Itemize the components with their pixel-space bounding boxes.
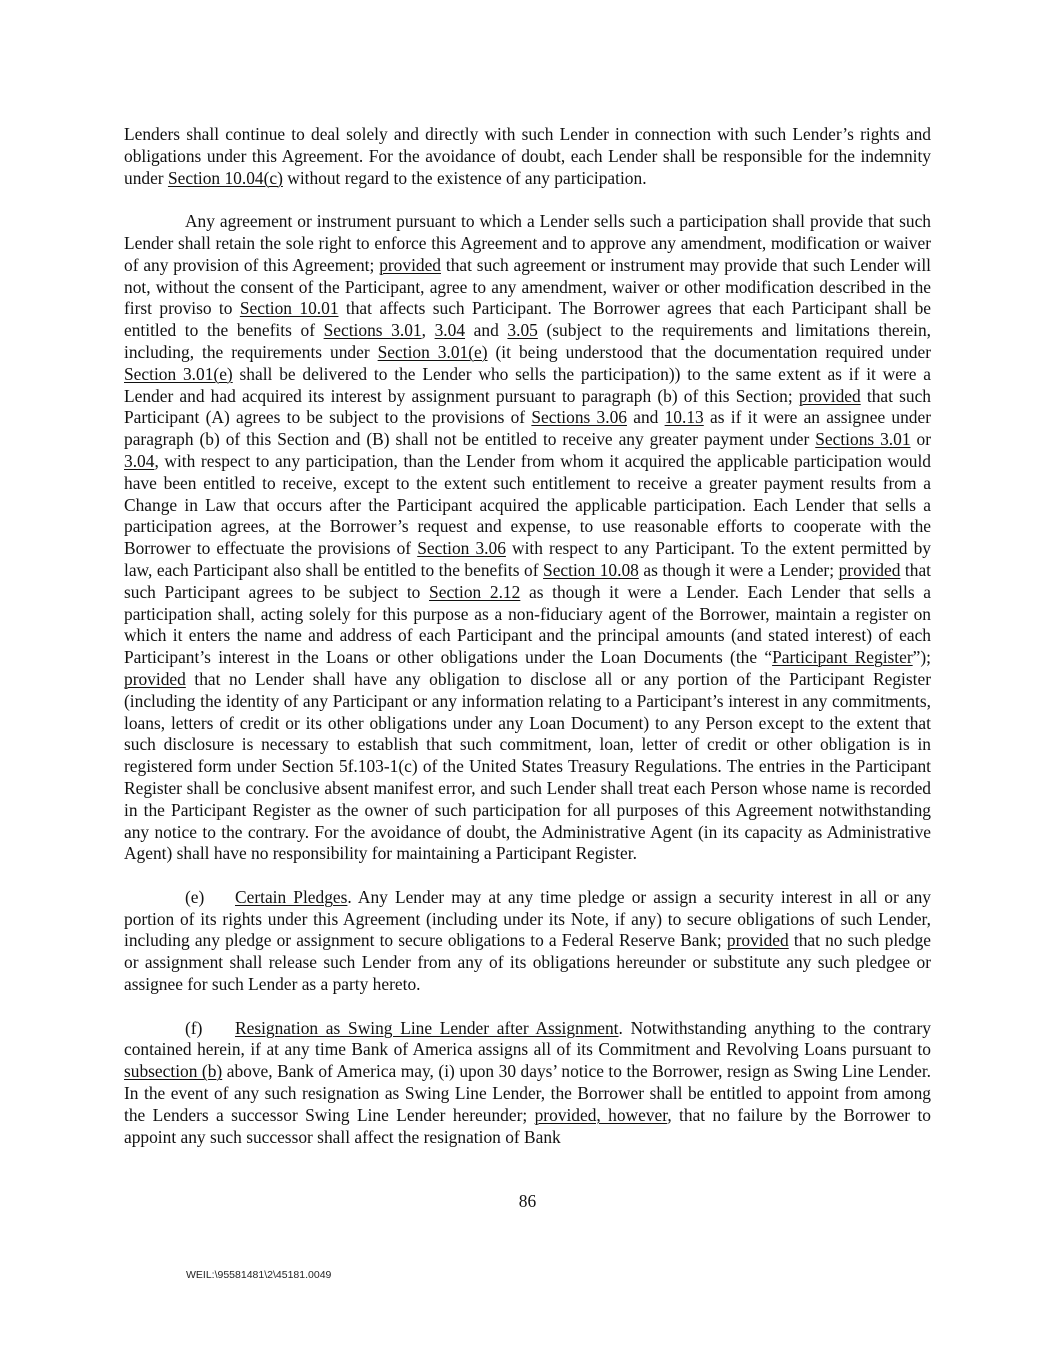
- paragraph-swing-line-resignation: (f) Resignation as Swing Line Lender after Assignment. Notwithstanding anything to the contrary contained herein, if at any time Bank of America assigns all of its Commitment and Revolving Loans pursuant to subsection (b) above, Bank of America may, (i) upon 30 days’ notice to the Borrower, resign as Swing Line Lender. In the event of any such resignation as Swing Line Lender, the Borrower shall be entitled to appoint from among the Lenders a successor Swing Line Lender hereunder; provided, however, that no failure by the Borrower to appoint any such successor shall affect the resignation of Bank: [124, 1017, 932, 1147]
- clause-heading: Certain Pledges: [235, 886, 348, 907]
- section-reference: Section 2.12: [429, 581, 521, 602]
- proviso-term: provided: [379, 254, 442, 275]
- section-reference: 3.04: [434, 320, 466, 341]
- section-reference: Section 3.01(e): [124, 363, 233, 384]
- proviso-term: provided: [798, 385, 861, 406]
- paragraph-certain-pledges: (e) Certain Pledges. Any Lender may at any time pledge or assign a security interest in all or any portion of its rights under this Agreement (including under its Note, if any) to secure obligations of such Lender, including any pledge or assignment to secure obligations to a Federal Reserve Bank; provided that no such pledge or assignment shall release such Lender from any of its obligations hereunder or substitute any such pledgee or assignee for such Lender as a party hereto.: [124, 886, 931, 995]
- section-reference: Sections 3.06: [531, 407, 627, 428]
- document-code: WEIL:\95581481\2\45181.0049: [186, 1269, 332, 1281]
- proviso-term: provided: [838, 559, 901, 580]
- section-reference: 3.05: [507, 320, 538, 341]
- document-body: [124, 124, 931, 1170]
- section-reference: Section 10.04(c): [167, 167, 283, 188]
- section-reference: Sections 3.01: [323, 320, 422, 341]
- section-reference: 10.13: [664, 407, 704, 428]
- proviso-term: provided: [726, 930, 789, 951]
- section-reference: subsection (b): [124, 1061, 223, 1082]
- section-reference: Section 10.08: [543, 559, 639, 580]
- section-reference: Section 10.01: [239, 298, 339, 319]
- proviso-term: provided, however: [534, 1104, 668, 1125]
- section-reference: 3.04: [124, 450, 155, 471]
- section-reference: Section 3.01(e): [377, 341, 488, 362]
- defined-term: Participant Register: [772, 647, 913, 668]
- section-reference: Section 3.06: [417, 538, 506, 559]
- clause-label: (e): [185, 886, 205, 907]
- page-number: 86: [518, 1191, 537, 1211]
- paragraph-continuation: Lenders shall continue to deal solely and directly with such Lender in connection with such Lender’s rights and obligations under this Agreement. For the avoidance of doubt, each Lender shall be responsible for the indemnity under Section 10.04(c) without regard to the existence of any participation.: [124, 124, 931, 188]
- clause-label: (f): [185, 1017, 203, 1038]
- clause-heading: Resignation as Swing Line Lender after Assignment: [235, 1017, 619, 1038]
- paragraph-participation-rights: Any agreement or instrument pursuant to which a Lender sells such a participation shall provide that such Lender shall retain the sole right to enforce this Agreement and to approve any amendment, modification or waiver of any provision of this Agreement; provided that such agreement or instrument may provide that such Lender will not, without the consent of the Participant, agree to any amendment, waiver or other modification described in the first proviso to Section 10.01 that affects such Participant. The Borrower agrees that each Participant shall be entitled to the benefits of Sections 3.01, 3.04 and 3.05 (subject to the requirements and limitations therein, including, the requirements under Section 3.01(e) (it being understood that the documentation required under Section 3.01(e) shall be delivered to the Lender who sells the participation)) to the same extent as if it were a Lender and had acquired its interest by assignment pursuant to paragraph (b) of this Section; provided that such Participant (A) agrees to be subject to the provisions of Sections 3.06 and 10.13 as if it were an assignee under paragraph (b) of this Section and (B) shall not be entitled to receive any greater payment under Sections 3.01 or 3.04, with respect to any participation, than the Lender from whom it acquired the applicable participation would have been entitled to receive, except to the extent such entitlement to receive a greater payment results from a Change in Law that occurs after the Participant acquired the applicable participation. Each Lender that sells a participation agrees, at the Borrower’s request and expense, to use reasonable efforts to cooperate with the Borrower to effectuate the provisions of Section 3.06 with respect to any Participant. To the extent permitted by law, each Participant also shall be entitled to the benefits of Section 10.08 as though it were a Lender; provided that such Participant agrees to be subject to Section 2.12 as though it were a Lender. Each Lender that sells a participation shall, acting solely for this purpose as a non-fiduciary agent of the Borrower, maintain a register on which it enters the name and address of each Participant and the principal amounts (and stated interest) of each Participant’s interest in the Loans or other obligations under the Loan Documents (the “Participant Register”); provided that no Lender shall have any obligation to disclose all or any portion of the Participant Register (including the identity of any Participant or any information relating to a Participant’s interest in any commitments, loans, letters of credit or its other obligations under any Loan Document) to any Person except to the extent that such disclosure is necessary to establish that such commitment, loan, letter of credit or other obligation is in registered form under Section 5f.103-1(c) of the United States Treasury Regulations. The entries in the Participant Register shall be conclusive absent manifest error, and such Lender shall treat each Person whose name is recorded in the Participant Register as the owner of such participation for all purposes of this Agreement notwithstanding any notice to the contrary. For the avoidance of doubt, the Administrative Agent (in its capacity as Administrative Agent) shall have no responsibility for maintaining a Participant Register.: [124, 211, 932, 864]
- proviso-term: provided: [124, 668, 186, 689]
- section-reference: Sections 3.01: [815, 429, 911, 450]
